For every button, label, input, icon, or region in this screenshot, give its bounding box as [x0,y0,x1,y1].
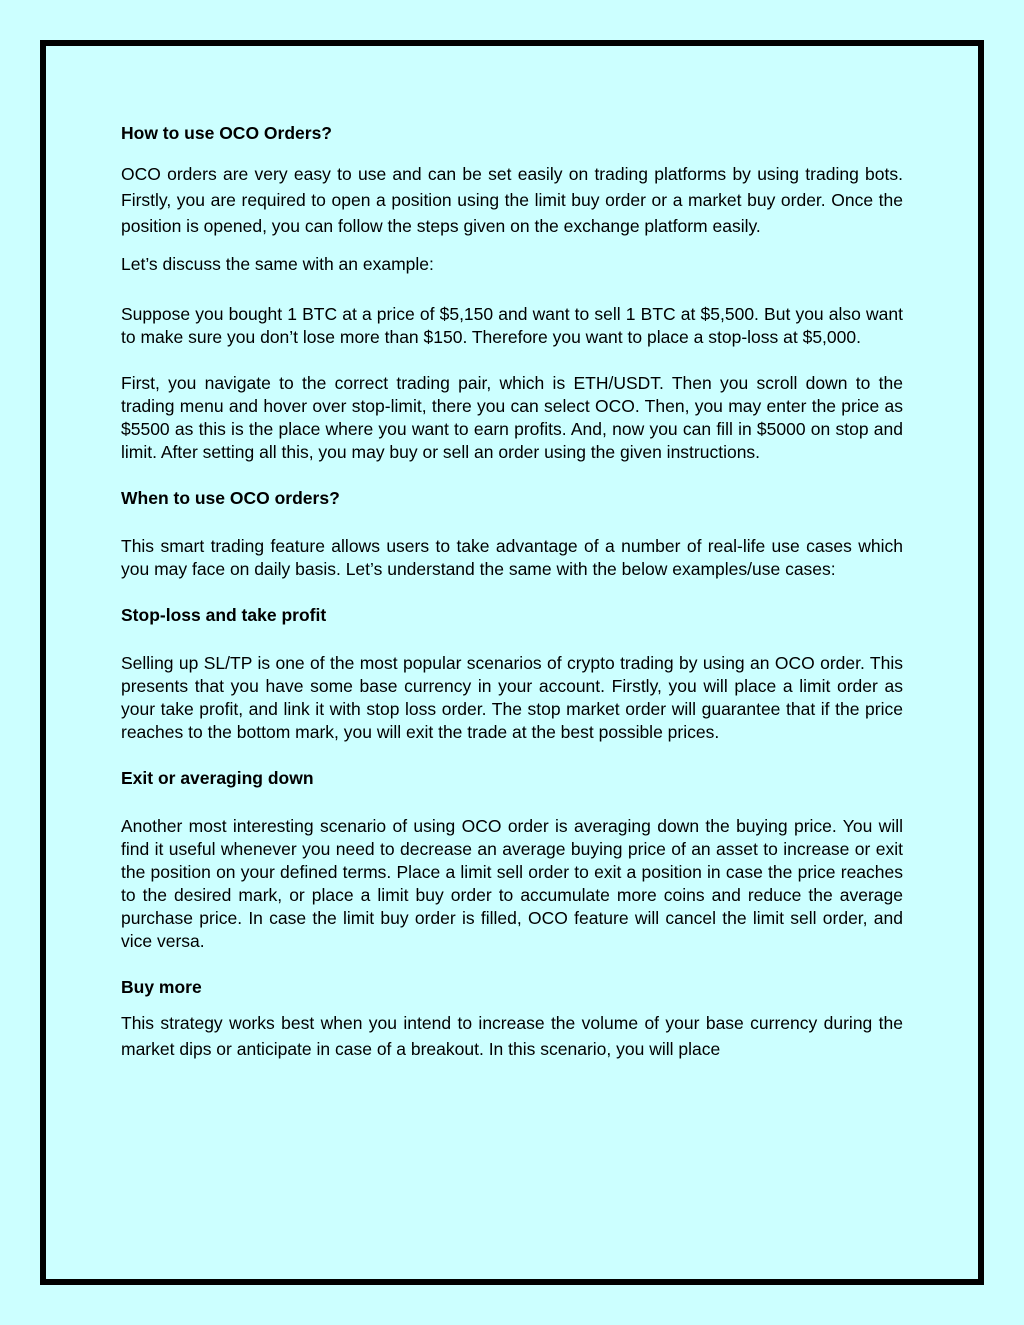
paragraph-use-cases: This smart trading feature allows users to take advantage of a number of real-life use cases which you may face on daily basis. Let’s understand the same with the below examples/use cases: [121,536,903,579]
paragraph-buy-more: This strategy works best when you intend to increase the volume of your base currency during the market dips or anticipate in case of a breakout. In this scenario, you will place [121,1013,903,1059]
paragraph-btc-example: Suppose you bought 1 BTC at a price of $5,150 and want to sell 1 BTC at $5,500. But you also want to make sure you don’t lose more than $150. Therefore you want to place a stop-loss at $5,000. [121,304,903,347]
section-heading-when-to-use: When to use OCO orders? [121,488,340,508]
paragraph-steps: First, you navigate to the correct trading pair, which is ETH/USDT. Then you scroll down to the trading menu and hover over stop-limit, there you can select OCO. Then, you may enter the price as $5500 as this is the place where you want to earn profits. And, now you can fill in $5000 on stop and limit. After setting all this, you may buy or sell an order using the given instructions. [121,373,903,462]
paragraph-intro: OCO orders are very easy to use and can be set easily on trading platforms by using trading bots. Firstly, you are required to open a position using the limit buy order or a market buy order. Once the position is opened, you can follow the steps given on the exchange platform easily. [121,164,903,236]
section-heading-exit-averaging: Exit or averaging down [121,768,314,788]
document-body [121,122,903,1062]
section-heading-how-to-use: How to use OCO Orders? [121,123,332,143]
paragraph-exit-averaging: Another most interesting scenario of using OCO order is averaging down the buying price. You will find it useful whenever you need to decrease an average buying price of an asset to increase or exit the position on your defined terms. Place a limit sell order to exit a position in case the price reaches to the desired mark, or place a limit buy order to accumulate more coins and reduce the average purchase price. In case the limit buy order is filled, OCO feature will cancel the limit sell order, and vice versa. [121,816,903,951]
paragraph-example-lead: Let’s discuss the same with an example: [121,254,434,274]
paragraph-stop-loss: Selling up SL/TP is one of the most popular scenarios of crypto trading by using an OCO order. This presents that you have some base currency in your account. Firstly, you will place a limit order as your take profit, and link it with stop loss order. The stop market order will guarantee that if the price reaches to the bottom mark, you will exit the trade at the best possible prices. [121,653,903,742]
section-heading-buy-more: Buy more [121,977,202,997]
section-heading-stop-loss: Stop-loss and take profit [121,605,327,625]
